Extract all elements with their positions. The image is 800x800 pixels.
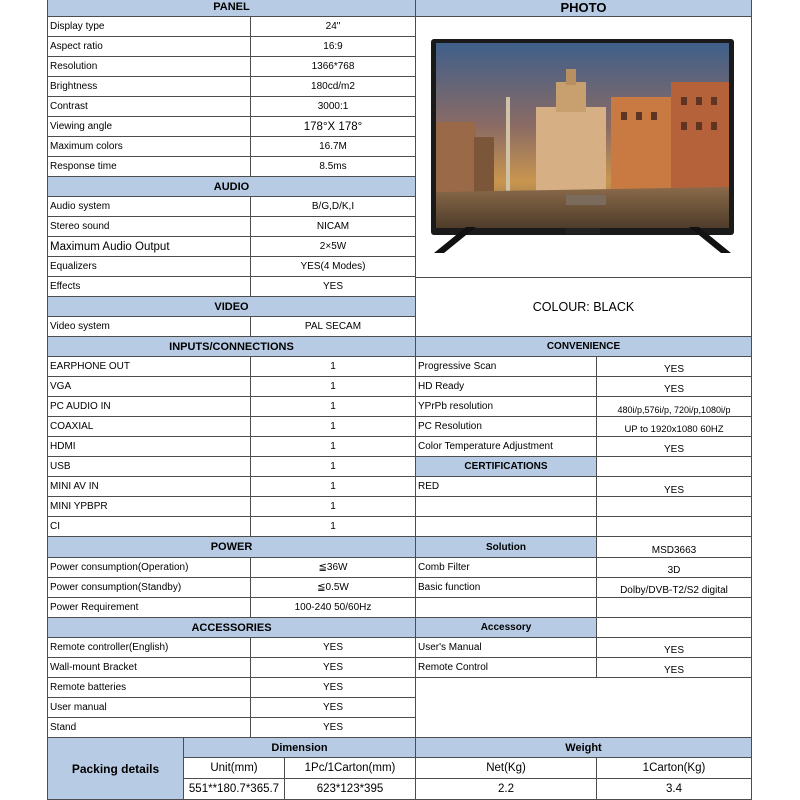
accessory2-value-remote-control: YES — [596, 657, 752, 678]
accessories-value-wall-mount: YES — [250, 657, 416, 678]
photo-frame — [415, 16, 752, 278]
carton-weight-value: 3.4 — [596, 778, 752, 800]
inputs-label-hdmi: HDMI — [47, 436, 251, 457]
accessories-label-wall-mount: Wall-mount Bracket — [47, 657, 251, 678]
accessory2-label-remote-control: Remote Control — [415, 657, 597, 678]
video-label-video-system: Video system — [47, 316, 251, 337]
panel-label-aspect-ratio: Aspect ratio — [47, 36, 251, 57]
blank-cell — [415, 516, 597, 537]
audio-value-max-output: 2×5W — [250, 236, 416, 257]
accessories-label-stand: Stand — [47, 717, 251, 738]
audio-label-audio-system: Audio system — [47, 196, 251, 217]
certifications-label-red: RED — [415, 476, 597, 497]
video-value-video-system: PAL SECAM — [250, 316, 416, 337]
accessory2-header: Accessory — [415, 617, 597, 638]
convenience-value-progressive-scan: YES — [596, 356, 752, 377]
convenience-label-ypbpr-resolution: YPrPb resolution — [415, 396, 597, 417]
power-label-standby: Power consumption(Standby) — [47, 577, 251, 598]
audio-value-equalizers: YES(4 Modes) — [250, 256, 416, 277]
certifications-header-blank — [596, 456, 752, 477]
audio-label-effects: Effects — [47, 276, 251, 297]
blank-cell — [596, 496, 752, 517]
accessories-value-stand: YES — [250, 717, 416, 738]
inputs-value-mini-av-in: 1 — [250, 476, 416, 497]
blank-cell — [596, 617, 752, 638]
power-label-requirement: Power Requirement — [47, 597, 251, 618]
inputs-value-pc-audio-in: 1 — [250, 396, 416, 417]
net-weight-value: 2.2 — [415, 778, 597, 800]
inputs-value-ci: 1 — [250, 516, 416, 537]
panel-header: PANEL — [47, 0, 416, 17]
power-header: POWER — [47, 536, 416, 558]
accessory2-value-users-manual: YES — [596, 637, 752, 658]
panel-value-maximum-colors: 16.7M — [250, 136, 416, 157]
blank-cell — [415, 597, 597, 618]
blank-cell — [596, 516, 752, 537]
accessories-value-remote-batteries: YES — [250, 677, 416, 698]
blank-cell — [596, 597, 752, 618]
panel-label-brightness: Brightness — [47, 76, 251, 97]
panel-value-response-time: 8.5ms — [250, 156, 416, 177]
inputs-label-coaxial: COAXIAL — [47, 416, 251, 437]
convenience-value-color-temp: YES — [596, 436, 752, 457]
convenience-label-color-temp: Color Temperature Adjustment — [415, 436, 597, 457]
panel-label-response-time: Response time — [47, 156, 251, 177]
panel-value-viewing-angle: 178°X 178° — [250, 116, 416, 137]
dimension-header: Dimension — [183, 737, 416, 758]
inputs-value-usb: 1 — [250, 456, 416, 477]
inputs-value-coaxial: 1 — [250, 416, 416, 437]
panel-label-contrast: Contrast — [47, 96, 251, 117]
carton-weight-header: 1Carton(Kg) — [596, 757, 752, 779]
solution-header: Solution — [415, 536, 597, 558]
accessories-label-remote-batteries: Remote batteries — [47, 677, 251, 698]
solution-value-comb-filter: 3D — [596, 557, 752, 578]
convenience-label-progressive-scan: Progressive Scan — [415, 356, 597, 377]
panel-value-aspect-ratio: 16:9 — [250, 36, 416, 57]
power-value-requirement: 100-240 50/60Hz — [250, 597, 416, 618]
audio-header: AUDIO — [47, 176, 416, 197]
power-label-operation: Power consumption(Operation) — [47, 557, 251, 578]
panel-value-contrast: 3000:1 — [250, 96, 416, 117]
spec-sheet — [47, 0, 752, 800]
solution-label-basic-function: Basic function — [415, 577, 597, 598]
blank-cell — [415, 496, 597, 517]
audio-label-stereo-sound: Stereo sound — [47, 216, 251, 237]
certifications-header: CERTIFICATIONS — [415, 456, 597, 477]
convenience-value-pc-resolution: UP to 1920x1080 60HZ — [596, 416, 752, 437]
inputs-label-earphone-out: EARPHONE OUT — [47, 356, 251, 377]
inputs-value-earphone-out: 1 — [250, 356, 416, 377]
convenience-label-hd-ready: HD Ready — [415, 376, 597, 397]
video-header: VIDEO — [47, 296, 416, 317]
accessories-label-user-manual: User manual — [47, 697, 251, 718]
certifications-value-red: YES — [596, 476, 752, 497]
blank-cell — [415, 677, 752, 738]
accessory2-label-users-manual: User's Manual — [415, 637, 597, 658]
inputs-value-mini-ypbpr: 1 — [250, 496, 416, 517]
accessories-value-remote-controller: YES — [250, 637, 416, 658]
inputs-label-ci: CI — [47, 516, 251, 537]
panel-value-display-type: 24" — [250, 16, 416, 37]
accessories-header: ACCESSORIES — [47, 617, 416, 638]
inputs-label-mini-ypbpr: MINI YPBPR — [47, 496, 251, 517]
inputs-label-mini-av-in: MINI AV IN — [47, 476, 251, 497]
audio-label-max-output: Maximum Audio Output — [47, 236, 251, 257]
colour-label: COLOUR: BLACK — [415, 277, 752, 337]
inputs-value-vga: 1 — [250, 376, 416, 397]
solution-value-basic-function: Dolby/DVB-T2/S2 digital — [596, 577, 752, 598]
panel-label-resolution: Resolution — [47, 56, 251, 77]
convenience-value-hd-ready: YES — [596, 376, 752, 397]
convenience-label-pc-resolution: PC Resolution — [415, 416, 597, 437]
inputs-header: INPUTS/CONNECTIONS — [47, 336, 416, 357]
accessories-value-user-manual: YES — [250, 697, 416, 718]
packing-label: Packing details — [47, 737, 184, 800]
audio-value-audio-system: B/G,D/K,I — [250, 196, 416, 217]
solution-value: MSD3663 — [596, 536, 752, 558]
tv-product-image — [426, 27, 741, 272]
carton-value: 623*123*395 — [284, 778, 416, 800]
inputs-value-hdmi: 1 — [250, 436, 416, 457]
photo-header: PHOTO — [415, 0, 752, 17]
convenience-header: CONVENIENCE — [415, 336, 752, 357]
carton-header: 1Pc/1Carton(mm) — [284, 757, 416, 779]
audio-value-effects: YES — [250, 276, 416, 297]
panel-value-resolution: 1366*768 — [250, 56, 416, 77]
audio-value-stereo-sound: NICAM — [250, 216, 416, 237]
panel-label-maximum-colors: Maximum colors — [47, 136, 251, 157]
weight-header: Weight — [415, 737, 752, 758]
inputs-label-pc-audio-in: PC AUDIO IN — [47, 396, 251, 417]
inputs-label-usb: USB — [47, 456, 251, 477]
inputs-label-vga: VGA — [47, 376, 251, 397]
solution-label-comb-filter: Comb Filter — [415, 557, 597, 578]
audio-label-equalizers: Equalizers — [47, 256, 251, 277]
panel-label-viewing-angle: Viewing angle — [47, 116, 251, 137]
power-value-operation: ≦36W — [250, 557, 416, 578]
panel-label-display-type: Display type — [47, 16, 251, 37]
panel-value-brightness: 180cd/m2 — [250, 76, 416, 97]
convenience-value-ypbpr-resolution: 480i/p,576i/p, 720i/p,1080i/p — [596, 396, 752, 417]
accessories-label-remote-controller: Remote controller(English) — [47, 637, 251, 658]
unit-value: 551**180.7*365.7 — [183, 778, 285, 800]
net-weight-header: Net(Kg) — [415, 757, 597, 779]
power-value-standby: ≦0.5W — [250, 577, 416, 598]
unit-header: Unit(mm) — [183, 757, 285, 779]
